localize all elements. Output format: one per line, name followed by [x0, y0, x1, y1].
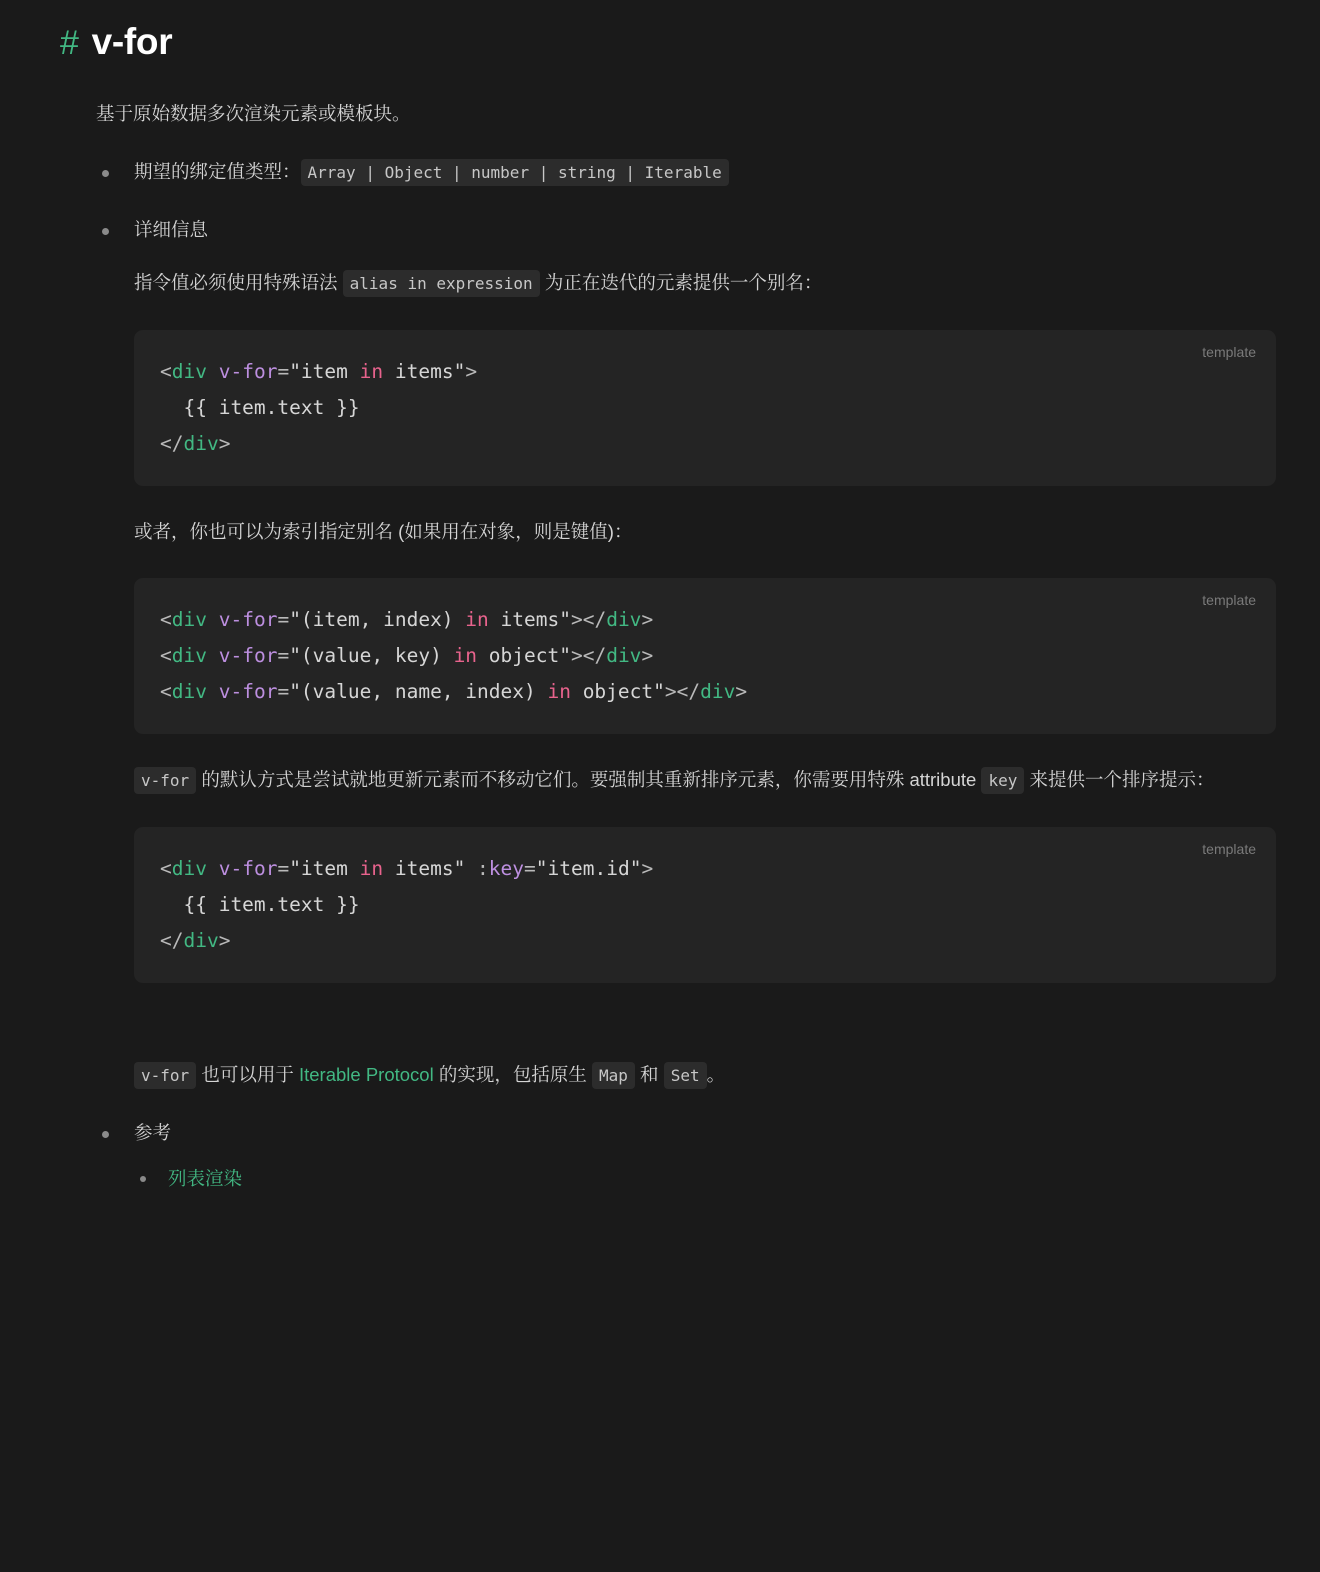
- code-token: <: [160, 856, 172, 880]
- list-item-reference: [96, 1117, 1276, 1194]
- page-title-text: v-for: [91, 21, 173, 62]
- code-token: ></: [570, 608, 607, 632]
- code-token: =: [277, 644, 290, 668]
- code-token: in: [547, 680, 571, 704]
- alias-expression-code: alias in expression: [343, 270, 540, 297]
- code-token: <: [160, 608, 172, 632]
- code-token: items": [488, 608, 571, 632]
- code-token: in: [359, 856, 384, 880]
- code-token: >: [465, 359, 478, 383]
- code-token: {{ item.text }}: [160, 892, 360, 916]
- code-token: >: [641, 856, 654, 880]
- code-token: "item: [289, 856, 360, 880]
- code-token: v-for: [218, 680, 278, 704]
- details-line-3: [134, 764, 1276, 796]
- main-bullet-list: [96, 156, 1276, 1194]
- map-code: Map: [592, 1062, 635, 1089]
- code-token: <: [160, 644, 172, 668]
- details-body: [134, 267, 1276, 1091]
- code-token: ></: [570, 644, 607, 668]
- code-token: "(value, key): [289, 644, 454, 668]
- reference-label: 参考: [134, 1122, 172, 1144]
- v-for-code: v-for: [134, 767, 196, 794]
- v-for-code: v-for: [134, 1062, 196, 1089]
- code-token: in: [359, 359, 384, 383]
- list-item: [134, 1163, 1276, 1194]
- code-token: <: [160, 359, 172, 383]
- code-token: object": [477, 644, 571, 668]
- code-token: <: [160, 680, 172, 704]
- code-token: "item.id": [535, 856, 642, 880]
- code-token: in: [453, 644, 478, 668]
- code-token: [207, 360, 219, 383]
- code-token: v-for: [218, 856, 278, 880]
- iterable-protocol-link[interactable]: Iterable Protocol: [298, 1064, 434, 1086]
- code-token: >: [218, 928, 231, 952]
- code-token: v-for: [218, 359, 278, 383]
- expected-type-code: Array | Object | number | string | Iterable: [301, 159, 729, 186]
- code-token: [207, 680, 219, 703]
- code-token: =: [524, 856, 536, 880]
- code-block-3: [134, 827, 1276, 983]
- reference-link-list: [134, 1163, 1276, 1194]
- code-token: </: [160, 928, 184, 952]
- code-token: div: [171, 856, 207, 880]
- code-token: div: [171, 644, 207, 668]
- code-block-2-content[interactable]: [160, 602, 1250, 710]
- code-token: </: [160, 431, 184, 455]
- details-line-4: [134, 1059, 1276, 1091]
- intro-paragraph: 基于原始数据多次渲染元素或模板块。: [96, 103, 411, 125]
- code-token: "(item, index): [289, 608, 466, 632]
- list-item-expected-type: [96, 156, 1276, 187]
- code-token: "item: [289, 359, 360, 383]
- code-token: >: [735, 680, 748, 704]
- details-line-4-text-4: 。: [706, 1064, 726, 1086]
- list-item-details: [96, 214, 1276, 1092]
- code-lang-label: template: [1202, 343, 1256, 360]
- details-line-1: [134, 267, 1276, 299]
- code-token: [207, 608, 219, 631]
- details-line-4-text-1: 也可以用于: [201, 1064, 294, 1086]
- code-block-3-content[interactable]: [160, 851, 1250, 959]
- code-token: div: [183, 431, 219, 455]
- code-token: items": [383, 359, 466, 383]
- code-token: in: [465, 608, 489, 632]
- code-token: =: [277, 680, 290, 704]
- code-block-2: [134, 578, 1276, 734]
- anchor-hash-icon[interactable]: #: [60, 24, 79, 62]
- code-token: ></: [664, 680, 701, 704]
- code-token: key: [488, 856, 525, 880]
- list-rendering-link[interactable]: 列表渲染: [168, 1167, 243, 1189]
- code-token: [207, 644, 219, 667]
- code-token: "(value, name, index): [289, 680, 548, 704]
- details-line-4-text-2: 的实现，包括原生: [438, 1064, 587, 1086]
- details-line-3-text-2: 来提供一个排序提示：: [1029, 769, 1215, 791]
- set-code: Set: [664, 1062, 707, 1089]
- code-token: =: [277, 359, 290, 383]
- code-token: v-for: [218, 644, 278, 668]
- code-block-1-content[interactable]: [160, 354, 1250, 462]
- code-token: div: [183, 928, 219, 952]
- code-token: {{ item.text }}: [160, 395, 360, 419]
- code-token: div: [171, 608, 207, 632]
- code-token: >: [641, 608, 654, 632]
- details-line-4-text-3: 和: [640, 1064, 659, 1086]
- code-token: div: [171, 359, 207, 383]
- code-token: [207, 857, 219, 880]
- expected-type-label: 期望的绑定值类型：: [134, 161, 301, 183]
- spacer: [134, 1013, 1276, 1037]
- code-token: v-for: [218, 608, 278, 632]
- code-token: items": [383, 856, 466, 880]
- code-lang-label: template: [1202, 840, 1256, 857]
- code-lang-label: template: [1202, 592, 1256, 609]
- code-token: div: [700, 680, 736, 704]
- details-line-1-after: 为正在迭代的元素提供一个别名：: [544, 272, 823, 294]
- code-token: div: [606, 644, 642, 668]
- details-line-3-text-1: 的默认方式是尝试就地更新元素而不移动它们。要强制其重新排序元素，你需要用特殊 attribute: [201, 769, 977, 791]
- code-token: div: [606, 608, 642, 632]
- code-token: >: [641, 644, 654, 668]
- page-title: [60, 18, 1296, 66]
- details-line-1-before: 指令值必须使用特殊语法: [134, 272, 338, 294]
- code-token: >: [218, 431, 231, 455]
- doc-content: [24, 98, 1296, 1194]
- details-line-2: 或者，你也可以为索引指定别名 (如果用在对象，则是键值)：: [134, 520, 633, 542]
- code-token: =: [277, 608, 290, 632]
- code-token: :: [465, 856, 489, 880]
- key-code: key: [981, 767, 1024, 794]
- code-block-1: [134, 330, 1276, 486]
- page-heading: [24, 0, 1296, 76]
- code-token: object": [570, 680, 665, 704]
- code-token: =: [277, 856, 290, 880]
- details-label: 详细信息: [134, 218, 209, 240]
- code-token: div: [171, 680, 207, 704]
